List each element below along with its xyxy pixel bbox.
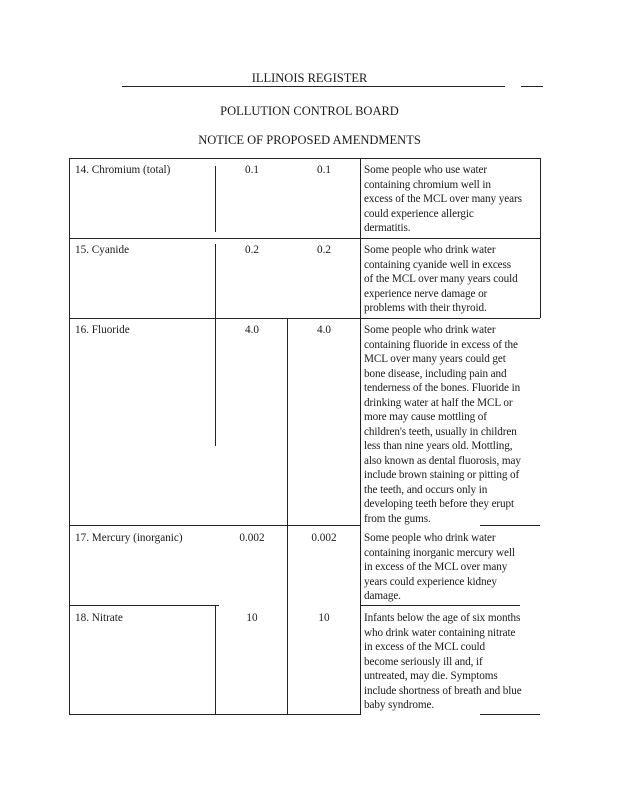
table-border-bottom-right — [480, 714, 540, 715]
mcl-value: 0.1 — [245, 164, 259, 176]
mclg-value: 0.2 — [317, 244, 331, 256]
board-title: POLLUTION CONTROL BOARD — [220, 104, 399, 118]
mclg-value: 0.002 — [311, 532, 337, 544]
column-divider — [215, 318, 216, 446]
column-divider — [215, 244, 216, 318]
contaminant-name: 17. Mercury (inorganic) — [75, 532, 183, 544]
contaminant-name: 16. Fluoride — [75, 324, 130, 336]
contaminant-name: 15. Cyanide — [75, 244, 130, 256]
row-divider — [360, 605, 520, 606]
header-rule-short — [521, 86, 543, 87]
health-effects-text: Some people who drink water containing fluoride in excess of the MCL over many years could get bone disease, including pain and tenderness of the bones. Fluoride in drinking water at half the MCL or more may cause mottling of children's teeth, usually in children less than nine years old. Mottling, also known as dental fluorosis, may include brown staining or pitting of the teeth, and occurs only in developing teeth before they erupt from the gums. — [364, 324, 521, 525]
row-divider — [69, 238, 540, 239]
header-rule — [122, 86, 505, 87]
contaminant-name: 14. Chromium (total) — [75, 164, 171, 176]
health-effects-text: Some people who use water containing chromium well in excess of the MCL over many years could experience allergic dermatitis. — [364, 164, 522, 234]
mcl-value: 0.002 — [239, 532, 265, 544]
mclg-value: 4.0 — [317, 324, 331, 336]
table-border-top — [69, 158, 541, 159]
notice-title: NOTICE OF PROPOSED AMENDMENTS — [198, 133, 421, 147]
health-effects-text: Some people who drink water containing cyanide well in excess of the MCL over many years could experience nerve damage or problems with their thyroid. — [364, 244, 518, 314]
row-divider — [69, 605, 219, 606]
column-divider — [287, 318, 288, 715]
table-border-right — [540, 238, 541, 318]
mclg-value: 10 — [318, 612, 330, 624]
table-border-left — [69, 158, 70, 715]
row-divider — [69, 525, 360, 526]
column-divider — [215, 166, 216, 232]
mcl-value: 4.0 — [245, 324, 259, 336]
mcl-value: 0.2 — [245, 244, 259, 256]
row-divider — [360, 318, 540, 319]
column-divider — [215, 605, 216, 715]
register-title: ILLINOIS REGISTER — [251, 71, 368, 85]
table-border-right — [540, 158, 541, 238]
column-divider — [360, 158, 361, 715]
contaminant-name: 18. Nitrate — [75, 612, 123, 624]
mcl-value: 10 — [246, 612, 258, 624]
mclg-value: 0.1 — [317, 164, 331, 176]
health-effects-text: Some people who drink water containing inorganic mercury well in excess of the MCL over many years could experience kidney damage. — [364, 532, 515, 602]
health-effects-text: Infants below the age of six months who drink water containing nitrate in excess of the MCL could become seriously ill and, if untreated, may die. Symptoms include shortness of breath and blue baby syndrome. — [364, 612, 522, 711]
